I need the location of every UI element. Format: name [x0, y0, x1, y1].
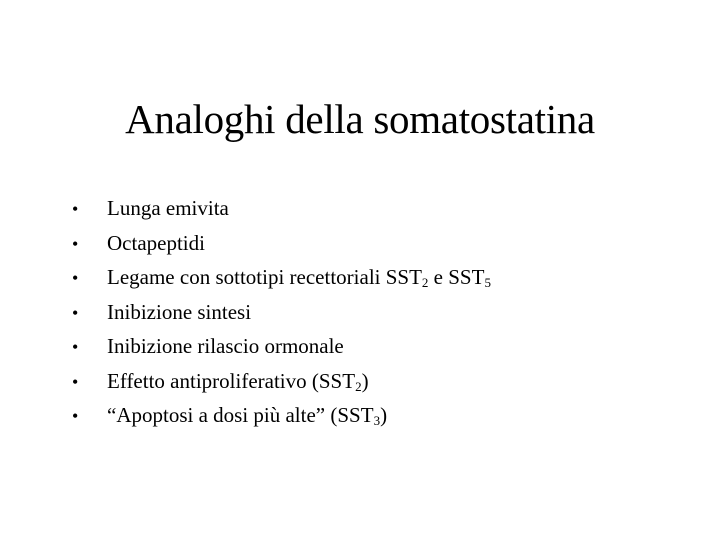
bullet-list — [72, 193, 491, 435]
bullet-item — [72, 400, 491, 435]
bullet-text — [107, 366, 369, 396]
subscript: 2 — [421, 275, 429, 290]
bullet-text-part: ) — [380, 403, 388, 427]
bullet-text — [107, 400, 387, 430]
bullet-icon: • — [72, 371, 79, 392]
bullet-icon: • — [72, 302, 79, 323]
subscript: 3 — [373, 413, 381, 428]
subscript: 2 — [355, 378, 362, 394]
bullet-text: Octapeptidi — [107, 230, 205, 255]
bullet-item — [72, 228, 491, 263]
bullet-text: Inibizione sintesi — [107, 299, 252, 324]
bullet-item — [72, 193, 491, 228]
bullet-icon: • — [72, 406, 79, 426]
bullet-item — [72, 262, 491, 297]
bullet-item — [72, 297, 491, 332]
bullet-item — [72, 366, 491, 401]
subscript: 5 — [484, 275, 491, 290]
bullet-icon: • — [72, 268, 79, 288]
bullet-text — [107, 262, 491, 292]
bullet-item — [72, 331, 491, 366]
bullet-text-part: Effetto antiproliferativo (SST — [107, 368, 356, 393]
bullet-text-part: Legame con sottotipi recettoriali SST — [107, 265, 422, 289]
bullet-text-part: “Apoptosi a dosi più alte” (SST — [107, 403, 374, 427]
bullet-icon: • — [72, 233, 79, 254]
slide-title: Analoghi della somatostatina — [125, 96, 595, 142]
bullet-text: Inibizione rilascio ormonale — [107, 334, 344, 358]
bullet-text-part: ) — [361, 368, 369, 393]
bullet-text-part: e SST — [428, 265, 485, 289]
bullet-icon: • — [72, 199, 79, 219]
bullet-icon: • — [72, 337, 79, 357]
bullet-text: Lunga emivita — [107, 196, 229, 220]
